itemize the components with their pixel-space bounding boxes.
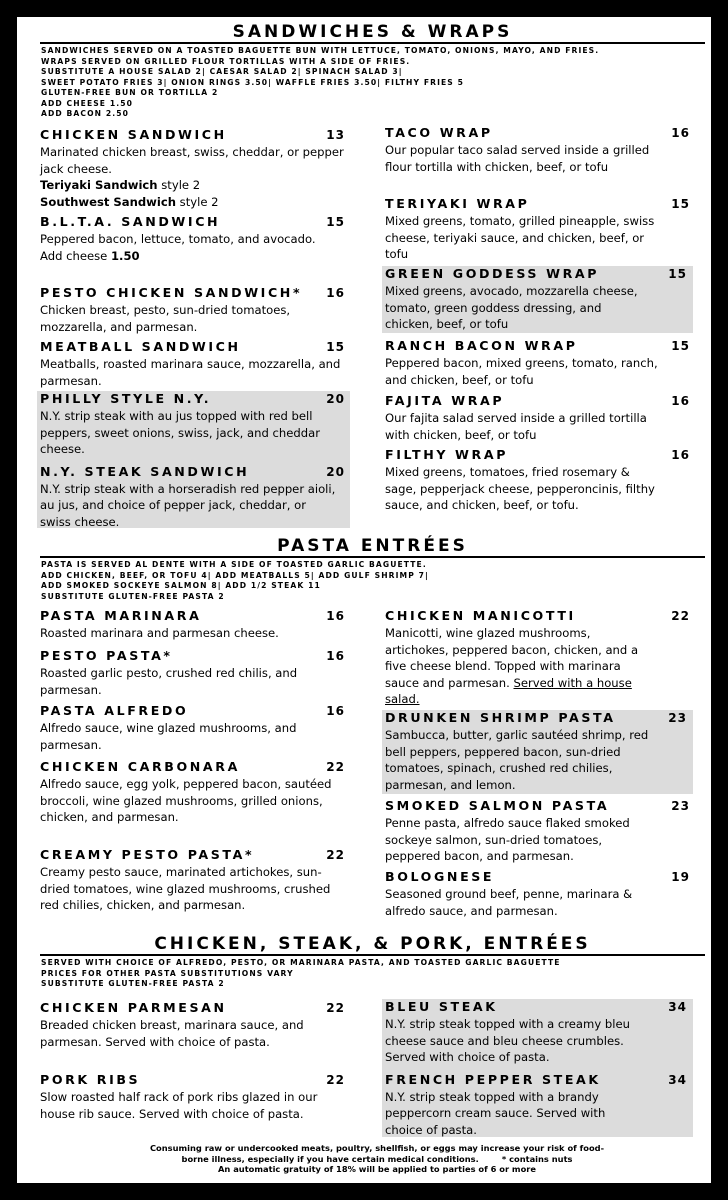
- item-price: 19: [671, 870, 690, 884]
- note-line: GLUTEN-FREE BUN OR TORTILLA 2: [41, 88, 219, 97]
- item-description: Alfredo sauce, egg yolk, peppered bacon, sautéed broccoli, wine glazed mushrooms, grilled onions, chicken, and parmesan.: [40, 777, 332, 825]
- item-description: [385, 625, 655, 708]
- item-description: Mixed greens, tomatoes, fried rosemary & sage, pepperjack cheese, pepperoncinis, filthy sauce, and chicken, beef, or tofu.: [385, 465, 655, 513]
- note-line: ADD SMOKED SOCKEYE SALMON 8| ADD 1/2 STEAK 11: [41, 581, 321, 590]
- note-line: SUBSTITUTE A HOUSE SALAD 2| CAESAR SALAD 2| SPINACH SALAD 3|: [41, 67, 403, 76]
- item-price: 20: [326, 464, 345, 479]
- item-price: 22: [671, 609, 690, 623]
- item-price: 22: [326, 1073, 345, 1087]
- item-name: CHICKEN MANICOTTI: [385, 608, 576, 623]
- menu-item-pesto-pasta: [40, 648, 345, 698]
- section-title-pasta: PASTA ENTRÉES: [40, 538, 705, 558]
- item-description: Penne pasta, alfredo sauce flaked smoked sockeye salmon, sun-dried tomatoes, peppered bacon, and parmesan.: [385, 816, 630, 864]
- menu-item-pork-ribs: [40, 1072, 345, 1122]
- item-description: Breaded chicken breast, marinara sauce, and parmesan. Served with choice of pasta.: [40, 1018, 304, 1049]
- item-option: [40, 248, 345, 265]
- item-description: N.Y. strip steak with a horseradish red pepper aioli, au jus, and choice of pepper jack, cheddar, or swiss cheese.: [40, 481, 336, 529]
- note-line: PASTA IS SERVED AL DENTE WITH A SIDE OF TOASTED GARLIC BAGUETTE.: [41, 560, 427, 569]
- menu-item-drunken-shrimp-pasta: [382, 710, 693, 794]
- item-price: 16: [671, 126, 690, 140]
- option-name: Southwest Sandwich: [40, 194, 176, 209]
- pasta-notes: [41, 560, 691, 602]
- item-name: BOLOGNESE: [385, 869, 495, 884]
- option-price: 1.50: [110, 248, 140, 263]
- item-price: 16: [326, 286, 345, 300]
- item-price: 23: [671, 799, 690, 813]
- item-description: Mixed greens, avocado, mozzarella cheese, tomato, green goddess dressing, and chicken, beef, or tofu: [385, 284, 638, 332]
- item-description: Our popular taco salad served inside a grilled flour tortilla with chicken, beef, or tofu: [385, 143, 650, 174]
- menu-item-bleu-steak: [382, 999, 693, 1137]
- item-price: 16: [671, 394, 690, 408]
- item-price: 15: [326, 215, 345, 229]
- description-note: Served with a house salad.: [385, 675, 632, 707]
- item-description: N.Y. strip steak with au jus topped with red bell peppers, sweet onions, swiss, jack, and cheddar cheese.: [40, 409, 320, 457]
- menu-item-taco-wrap: [385, 125, 690, 175]
- item-description: Peppered bacon, lettuce, tomato, and avocado.: [40, 232, 316, 246]
- footer-line: Consuming raw or undercooked meats, poultry, shellfish, or eggs may increase your risk of food-: [149, 1143, 605, 1153]
- item-price: 16: [326, 609, 345, 623]
- footer-disclaimer: [112, 1143, 642, 1175]
- item-price: 15: [668, 267, 687, 281]
- menu-item-chicken-parmesan: [40, 1000, 345, 1050]
- item-description: Meatballs, roasted marinara sauce, mozzarella, and parmesan.: [40, 357, 341, 388]
- menu-item-filthy-wrap: [385, 447, 690, 514]
- menu-item-chicken-carbonara: [40, 759, 345, 826]
- menu-item-pesto-chicken-sandwich: [40, 285, 345, 335]
- menu-item-pasta-marinara: [40, 608, 345, 642]
- option-detail: style 2: [157, 178, 201, 193]
- item-name: B.L.T.A. SANDWICH: [40, 214, 221, 229]
- section-title-entrees: CHICKEN, STEAK, & PORK, ENTRÉES: [40, 936, 705, 956]
- item-description: Our fajita salad served inside a grilled tortilla with chicken, beef, or tofu: [385, 411, 647, 442]
- item-name: CHICKEN SANDWICH: [40, 127, 227, 142]
- menu-item-blta-sandwich: [40, 214, 345, 264]
- item-name: RANCH BACON WRAP: [385, 338, 578, 353]
- menu-item-smoked-salmon-pasta: [385, 798, 690, 865]
- item-description: Creamy pesto sauce, marinated artichokes, sun-dried tomatoes, wine glazed mushrooms, crushed red chilies, chicken, and parmesan.: [40, 865, 331, 913]
- item-price: 34: [668, 1000, 687, 1014]
- item-name: SMOKED SALMON PASTA: [385, 798, 610, 813]
- item-name: GREEN GODDESS WRAP: [385, 266, 600, 281]
- item-name: FRENCH PEPPER STEAK: [385, 1071, 601, 1087]
- footer-line: An automatic gratuity of 18% will be applied to parties of 6 or more: [217, 1164, 537, 1175]
- menu-item-meatball-sandwich: [40, 339, 345, 389]
- note-line: SERVED WITH CHOICE OF ALFREDO, PESTO, OR MARINARA PASTA, AND TOASTED GARLIC BAGUETTE: [41, 958, 561, 967]
- item-name: BLEU STEAK: [385, 999, 498, 1014]
- menu-item-creamy-pesto-pasta: [40, 847, 345, 914]
- option-detail: style 2: [175, 194, 219, 209]
- note-line: ADD BACON 2.50: [41, 109, 129, 118]
- note-line: PRICES FOR OTHER PASTA SUBSTITUTIONS VARY: [41, 968, 294, 978]
- item-description: Peppered bacon, mixed greens, tomato, ranch, and chicken, beef, or tofu: [385, 356, 658, 387]
- item-description: Sambucca, butter, garlic sautéed shrimp, red bell peppers, peppered bacon, sun-dried tomatoes, spinach, crushed red chilies, parmesan, and lemon.: [385, 728, 649, 792]
- option-name: Teriyaki Sandwich: [40, 178, 158, 193]
- menu-item-philly-style: [37, 391, 350, 528]
- item-name: CREAMY PESTO PASTA*: [40, 847, 255, 862]
- note-line: SWEET POTATO FRIES 3| ONION RINGS 3.50| WAFFLE FRIES 3.50| FILTHY FRIES 5: [41, 77, 464, 87]
- section-title-sandwiches: SANDWICHES & WRAPS: [40, 24, 705, 44]
- item-description: Chicken breast, pesto, sun-dried tomatoes, mozzarella, and parmesan.: [40, 303, 291, 334]
- item-name: CHICKEN PARMESAN: [40, 1000, 227, 1015]
- item-price: 16: [326, 704, 345, 718]
- sandwiches-notes: [41, 46, 691, 120]
- item-name: FILTHY WRAP: [385, 447, 509, 462]
- item-name: PASTA ALFREDO: [40, 703, 189, 718]
- menu-item-fajita-wrap: [385, 393, 690, 443]
- item-name: PASTA MARINARA: [40, 608, 202, 623]
- item-name: PHILLY STYLE N.Y.: [40, 391, 212, 406]
- item-price: 15: [671, 197, 690, 211]
- item-price: 34: [668, 1072, 687, 1087]
- note-line: WRAPS SERVED ON GRILLED FLOUR TORTILLAS WITH A SIDE OF FRIES.: [41, 56, 411, 66]
- item-price: 22: [326, 1001, 345, 1015]
- note-line: SUBSTITUTE GLUTEN-FREE PASTA 2: [41, 979, 225, 988]
- menu-item-chicken-manicotti: [385, 608, 690, 708]
- item-price: 22: [326, 760, 345, 774]
- item-name: PESTO PASTA*: [40, 648, 173, 663]
- note-line: SUBSTITUTE GLUTEN-FREE PASTA 2: [41, 591, 225, 601]
- item-description: N.Y. strip steak topped with a brandy peppercorn cream sauce. Served with choice of pasta.: [385, 1089, 606, 1137]
- item-price: 16: [326, 649, 345, 663]
- item-price: 22: [326, 848, 345, 862]
- menu-item-ranch-bacon-wrap: [385, 338, 690, 388]
- item-name: MEATBALL SANDWICH: [40, 339, 241, 354]
- item-price: 15: [326, 340, 345, 354]
- item-description: Roasted garlic pesto, crushed red chilis, and parmesan.: [40, 666, 298, 697]
- item-name: PORK RIBS: [40, 1072, 141, 1087]
- menu-page: [17, 17, 711, 1183]
- note-line: SANDWICHES SERVED ON A TOASTED BAGUETTE BUN WITH LETTUCE, TOMATO, ONIONS, MAYO, AND FRIES.: [41, 46, 600, 55]
- item-option: [40, 177, 345, 194]
- entrees-notes: [41, 958, 691, 990]
- footer-line: borne illness, especially if you have certain medical conditions. * contains nuts: [181, 1153, 573, 1164]
- item-price: 13: [326, 128, 345, 142]
- menu-item-pasta-alfredo: [40, 703, 345, 753]
- item-name: CHICKEN CARBONARA: [40, 759, 240, 774]
- item-name: DRUNKEN SHRIMP PASTA: [385, 710, 616, 725]
- item-price: 15: [671, 339, 690, 353]
- item-description: Slow roasted half rack of pork ribs glazed in our house rib sauce. Served with choice of pasta.: [40, 1090, 318, 1121]
- item-description: N.Y. strip steak topped with a creamy bleu cheese sauce and bleu cheese crumbles. Served with choice of pasta.: [385, 1017, 630, 1065]
- description-text: Manicotti, wine glazed mushrooms, artichokes, peppered bacon, chicken, and a five cheese blend. Topped with marinara sauce and parmesan.: [385, 626, 639, 690]
- item-description: Roasted marinara and parmesan cheese.: [40, 626, 279, 640]
- note-line: ADD CHICKEN, BEEF, OR TOFU 4| ADD MEATBALLS 5| ADD GULF SHRIMP 7|: [41, 570, 429, 580]
- option-detail: Add cheese: [40, 248, 111, 263]
- item-name: TACO WRAP: [385, 125, 493, 140]
- menu-item-green-goddess-wrap: [382, 266, 693, 333]
- item-description: Seasoned ground beef, penne, marinara & alfredo sauce, and parmesan.: [385, 887, 633, 918]
- menu-item-teriyaki-wrap: [385, 196, 690, 263]
- menu-item-bolognese: [385, 869, 690, 919]
- item-price: 20: [326, 392, 345, 406]
- item-name: N.Y. STEAK SANDWICH: [40, 463, 250, 479]
- item-description: Alfredo sauce, wine glazed mushrooms, and parmesan.: [40, 721, 297, 752]
- item-description: Mixed greens, tomato, grilled pineapple, swiss cheese, teriyaki sauce, and chicken, beef, or tofu: [385, 214, 655, 262]
- item-name: FAJITA WRAP: [385, 393, 505, 408]
- item-price: 16: [671, 448, 690, 462]
- note-line: ADD CHEESE 1.50: [41, 98, 133, 108]
- item-price: 23: [668, 711, 687, 725]
- menu-item-chicken-sandwich: [40, 127, 345, 210]
- item-description: Marinated chicken breast, swiss, cheddar, or pepper jack cheese.: [40, 145, 344, 176]
- item-name: TERIYAKI WRAP: [385, 196, 530, 211]
- item-name: PESTO CHICKEN SANDWICH*: [40, 285, 303, 300]
- item-option: [40, 194, 345, 211]
